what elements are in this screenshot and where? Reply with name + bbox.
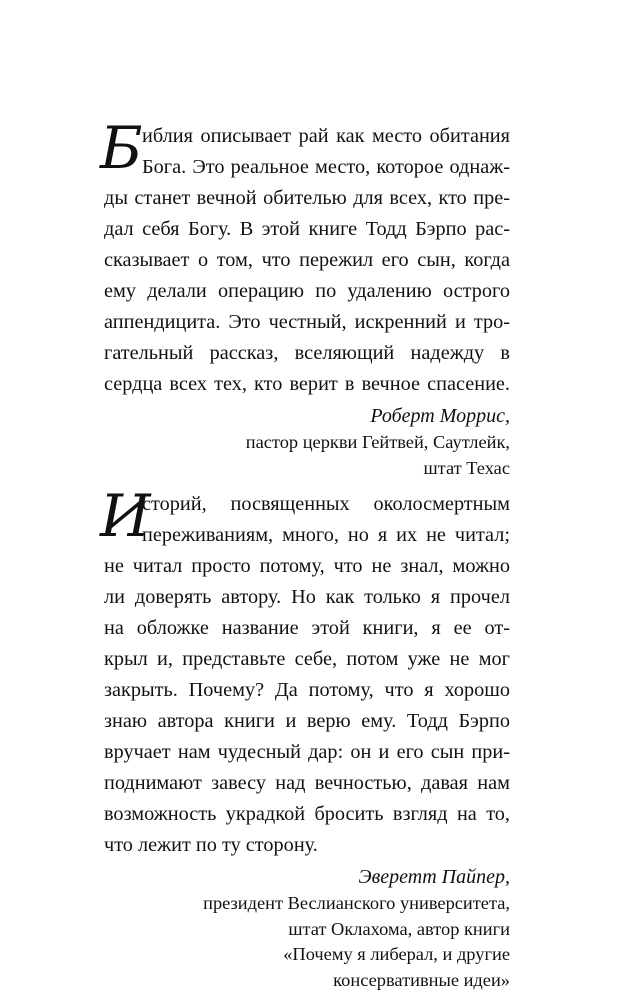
text-line: аппендицита. Это честный, искренний и тро-: [104, 311, 510, 333]
drop-cap: И: [100, 482, 151, 550]
author-name: Эверетт Пайпер,: [358, 866, 510, 888]
author-role-line: «Почему я либерал, и другие: [283, 944, 510, 964]
drop-cap: Б: [100, 114, 143, 182]
endorsement-piper: [100, 482, 510, 993]
text-line: дал себя Богу. В этой книге Тодд Бэрпо рас-: [104, 218, 510, 240]
text-line: не читал просто потому, что не знал, можно: [104, 555, 510, 577]
text-line: Бога. Это реальное место, которое однаж-: [142, 156, 510, 178]
text-line: вручает нам чудесный дар: он и его сын при-: [104, 741, 510, 763]
text-line: переживаниям, много, но я их не читал;: [142, 524, 510, 546]
text-line: знаю автора книги и верю ему. Тодд Бэрпо: [104, 710, 510, 732]
text-line: закрыть. Почему? Да потому, что я хорошо: [104, 679, 510, 701]
text-line: что лежит по ту сторону.: [104, 834, 318, 856]
author-role-line: консервативные идеи»: [333, 969, 510, 990]
author-role-line: штат Техас: [423, 457, 510, 478]
text-line: на обложке название этой книги, я ее от-: [104, 617, 510, 639]
text-line: сказывает о том, что пережил его сын, когда: [104, 249, 510, 271]
text-line: сторий, посвященных околосмертным: [142, 493, 510, 515]
text-line: ды станет вечной обителью для всех, кто пре-: [104, 187, 510, 209]
text-line: сердца всех тех, кто верит в вечное спасение.: [104, 373, 510, 395]
text-line: крыл и, представьте себе, потом уже не мог: [104, 648, 510, 670]
endorsement-text: [100, 482, 510, 861]
author-name: Роберт Моррис,: [370, 405, 510, 427]
text-line: ли доверять автору. Но как только я прочел: [104, 586, 510, 608]
text-line: ему делали операцию по удалению острого: [104, 280, 510, 302]
endorsement-morris: [100, 114, 510, 481]
attribution: [104, 864, 510, 993]
author-role-line: пастор церкви Гейтвей, Саутлейк,: [245, 432, 510, 452]
endorsement-text: [100, 114, 510, 400]
text-line: гательный рассказ, вселяющий надежду в: [104, 342, 510, 364]
author-role-line: штат Оклахома, автор книги: [288, 918, 510, 939]
author-role-line: президент Веслианского университета,: [203, 893, 510, 913]
text-line: поднимают завесу над вечностью, давая нам: [104, 772, 510, 794]
text-line: иблия описывает рай как место обитания: [142, 125, 510, 147]
attribution: [104, 403, 510, 481]
text-line: возможность украдкой бросить взгляд на то,: [104, 803, 510, 825]
